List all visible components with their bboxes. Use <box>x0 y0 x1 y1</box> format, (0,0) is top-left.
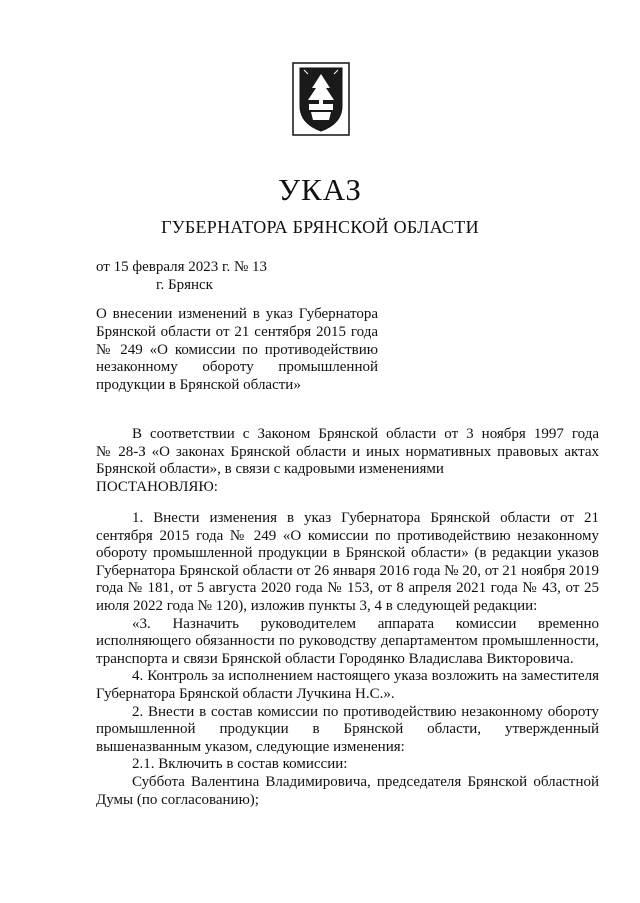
document-title: УКАЗ <box>278 172 362 207</box>
preamble-line: В соответствии с Законом Брянской области от 3 ноября 1997 года <box>132 426 599 442</box>
topic-line: О внесении изменений в указ Губернатора <box>96 306 378 322</box>
preamble-line: Брянской области», в связи с кадровыми изменениями <box>96 461 444 478</box>
topic-line: Брянской области от 21 сентября 2015 года <box>96 323 378 340</box>
topic-line: незаконному обороту промышленной <box>96 359 378 376</box>
topic-block <box>96 306 378 395</box>
city-line: г. Брянск <box>156 277 213 293</box>
paragraph-2: 2. Внести в состав комиссии по противодействию незаконному обороту промышленной продукции в Брянской области, утвержденный вышеназванным указом, следующие изменения: <box>96 703 599 755</box>
decree-word: ПОСТАНОВЛЯЮ: <box>96 478 218 495</box>
decree-body <box>96 510 599 809</box>
document-subtitle: ГУБЕРНАТОРА БРЯНСКОЙ ОБЛАСТИ <box>161 217 479 237</box>
topic-line: продукции в Брянской области» <box>96 377 301 394</box>
preamble-line: № 28-З «О законах Брянской области и иных нормативных правовых актах <box>96 443 599 460</box>
paragraph-1-item-4: 4. Контроль за исполнением настоящего указа возложить на заместителя Губернатора Брянской области Лучкина Н.С.». <box>96 668 599 702</box>
topic-line: № 249 «О комиссии по противодействию <box>96 341 378 358</box>
paragraph-1-item-3: «3. Назначить руководителем аппарата комиссии временно исполняющего обязанности по руководству департаментом промышленности, транспорта и связи Брянской области Городянко Владислава Викторовича. <box>96 615 599 667</box>
bryansk-coat-of-arms-icon <box>292 62 350 136</box>
paragraph-2-1-member: Суббота Валентина Владимировича, председателя Брянской областной Думы (по согласованию); <box>96 773 599 808</box>
date-line: от 15 февраля 2023 г. № 13 <box>96 259 268 275</box>
preamble-block <box>96 426 599 496</box>
paragraph-2-1: 2.1. Включить в состав комиссии: <box>132 756 348 773</box>
paragraph-1: 1. Внести изменения в указ Губернатора Брянской области от 21 сентября 2015 года № 249 «О комиссии по противодействию незаконному обороту промышленной продукции в Брянской области» (в редакции указов Губернатора Брянской области от 26 января 2016 года № 20, от 21 ноября 2019 года № 181, от 5 августа 2020 года № 153, от 8 апреля 2021 года № 43, от 25 июля 2022 года № 120), изложив пункты 3, 4 в следующей редакции: <box>96 510 599 614</box>
